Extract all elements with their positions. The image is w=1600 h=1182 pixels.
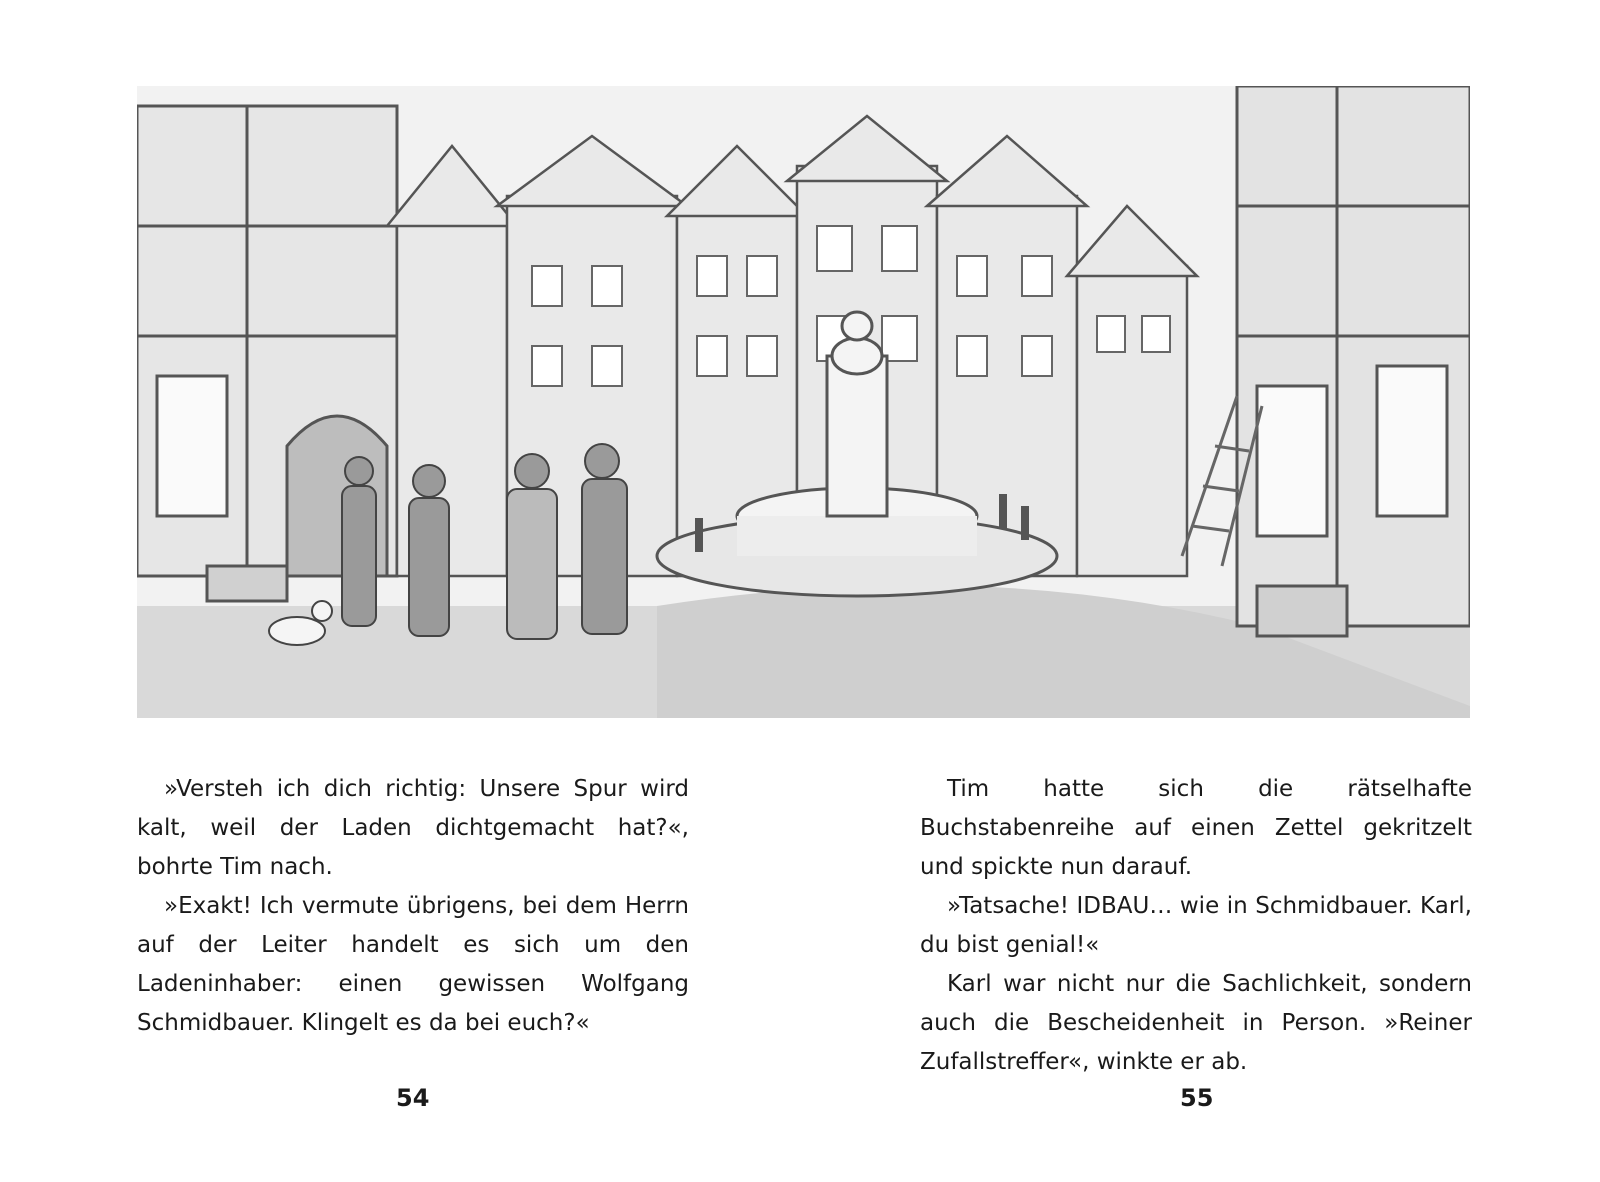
paragraph: »Exakt! Ich vermute übrigens, bei dem Herrn auf der Leiter handelt es sich um den Ladeninhaber: einen gewissen Wolfgang Schmidbauer. Klingelt es da bei euch?« — [137, 893, 689, 1036]
left-page-text — [137, 770, 689, 1043]
paragraph: Tim hatte sich die rätselhafte Buchstabenreihe auf einen Zettel gekritzelt und spickte nun darauf. — [920, 776, 1472, 880]
paragraph: »Versteh ich dich richtig: Unsere Spur wird kalt, weil der Laden dichtgemacht hat?«, bohrte Tim nach. — [137, 776, 689, 880]
right-page-text — [920, 770, 1472, 1082]
paragraph: Karl war nicht nur die Sachlichkeit, sondern auch die Bescheidenheit in Person. »Reiner Zufallstreffer«, winkte er ab. — [920, 971, 1472, 1075]
illustration-drawing — [137, 86, 1470, 718]
town-square-illustration — [137, 86, 1470, 718]
page-number-left: 54 — [396, 1084, 430, 1112]
paragraph: »Tatsache! IDBAU… wie in Schmidbauer. Karl, du bist genial!« — [920, 893, 1472, 958]
page-number-right: 55 — [1180, 1084, 1214, 1112]
